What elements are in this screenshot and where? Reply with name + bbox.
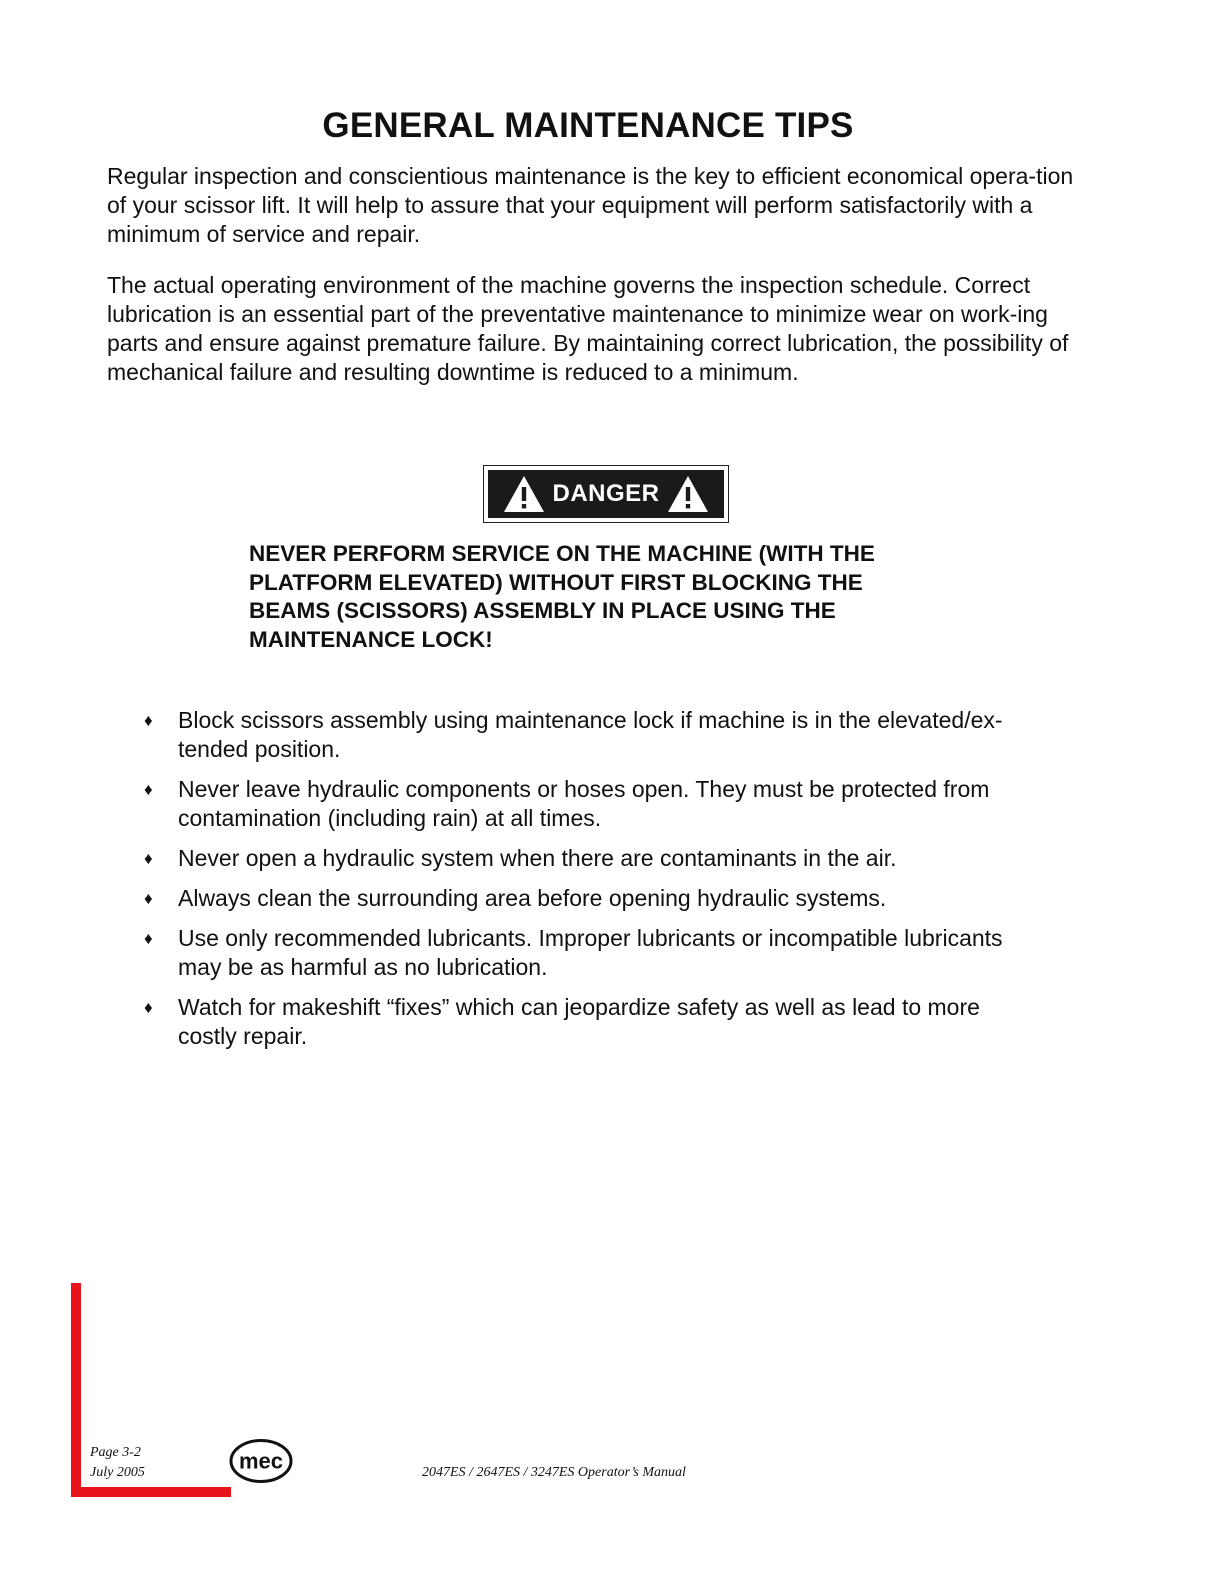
list-item [144,844,1044,873]
warning-triangle-icon [502,474,546,514]
diamond-bullet-icon: ♦ [144,889,153,908]
diamond-bullet-icon: ♦ [144,711,153,730]
danger-text: DANGER [552,480,660,507]
list-item [144,775,1044,833]
danger-label [483,465,729,523]
diamond-bullet-icon: ♦ [144,849,153,868]
logo-text: mec [238,1448,284,1474]
danger-message: NEVER PERFORM SERVICE ON THE MACHINE (WITH THE PLATFORM ELEVATED) WITHOUT FIRST BLOCKING THE BEAMS (SCISSORS) ASSEMBLY IN PLACE USING THE MAINTENANCE LOCK! [249,541,875,652]
footer-accent-bar-horizontal [71,1487,231,1497]
list-item [144,993,1044,1051]
tip-text: Use only recommended lubricants. Improper lubricants or incompatible lubricants may be as harmful as no lubrication. [178,925,1003,980]
tip-text: Always clean the surrounding area before opening hydraulic systems. [178,885,887,911]
lubrication-paragraph: The actual operating environment of the machine governs the inspection schedule. Correct lubrication is an essential part of the preventative maintenance to minimize wear on work-ing parts and ensure against premature failure. By maintaining correct lubrication, the possibility of mechanical failure and resulting downtime is reduced to a minimum. [107,272,1069,385]
diamond-bullet-icon: ♦ [144,929,153,948]
intro-paragraph: Regular inspection and conscientious maintenance is the key to efficient economical opera-tion of your scissor lift. It will help to assure that your equipment will perform satisfactorily with a minimum of service and repair. [107,163,1074,247]
danger-banner [488,470,724,518]
publication-date: July 2005 [90,1465,145,1480]
list-item [144,924,1044,982]
warning-triangle-icon [666,474,710,514]
diamond-bullet-icon: ♦ [144,780,153,799]
tip-text: Block scissors assembly using maintenance lock if machine is in the elevated/ex-tended position. [178,707,1003,762]
tip-text: Watch for makeshift “fixes” which can jeopardize safety as well as lead to more costly repair. [178,994,980,1049]
list-item [144,706,1044,764]
tip-text: Never leave hydraulic components or hoses open. They must be protected from contamination (including rain) at all times. [178,776,990,831]
mec-logo [229,1438,293,1484]
footer-accent-bar-vertical [71,1283,81,1497]
diamond-bullet-icon: ♦ [144,998,153,1017]
maintenance-tips-list [144,706,1044,1062]
manual-title: 2047ES / 2647ES / 3247ES Operator’s Manual [422,1465,686,1480]
list-item [144,884,1044,913]
page-title: GENERAL MAINTENANCE TIPS [322,106,854,145]
page-number: Page 3-2 [90,1445,141,1460]
tip-text: Never open a hydraulic system when there are contaminants in the air. [178,845,897,871]
